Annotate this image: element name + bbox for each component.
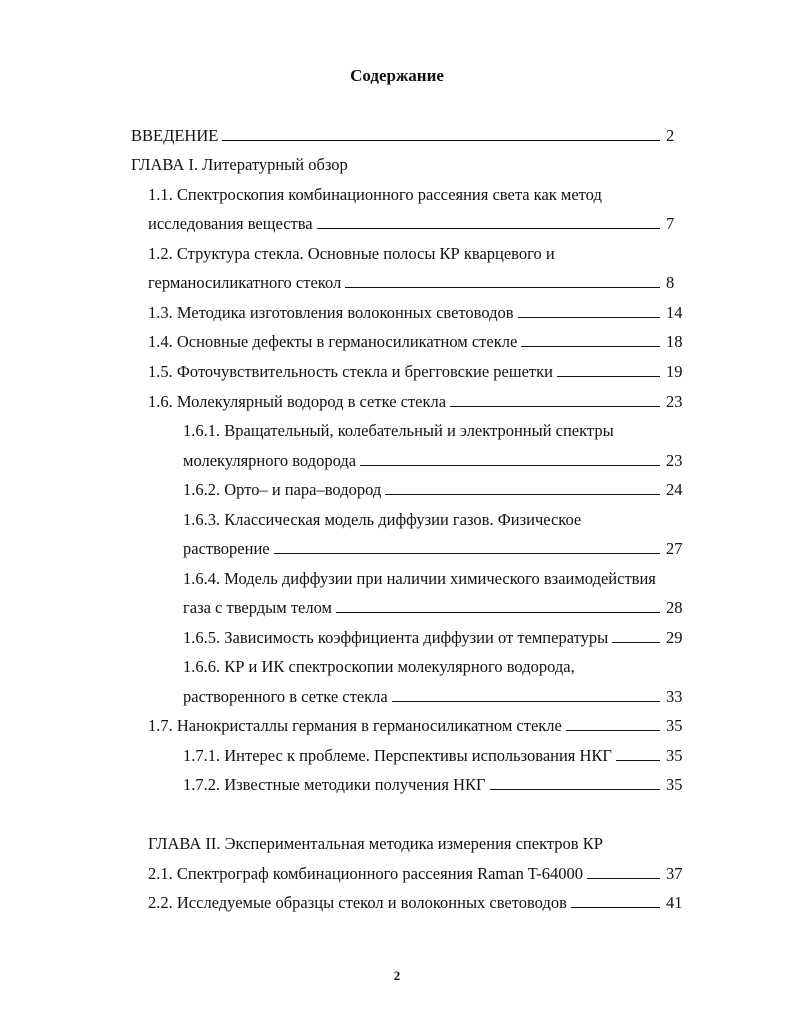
page-number: 2	[393, 968, 401, 983]
dotted-leader	[222, 126, 660, 141]
dotted-leader	[274, 539, 660, 554]
toc-page-number: 35	[666, 746, 683, 765]
toc-chapter-heading	[131, 154, 348, 176]
toc-subentry	[183, 597, 692, 619]
toc-entry-text: растворенного в сетке стекла	[183, 687, 388, 706]
toc-entry-text: ГЛАВА II. Экспериментальная методика измерения спектров КР	[148, 834, 603, 853]
toc-entry	[148, 863, 692, 885]
dotted-leader	[587, 864, 660, 879]
toc-entry-text: растворение	[183, 539, 270, 558]
toc-entry-text: 2.1. Спектрограф комбинационного рассеяния Raman T-64000	[148, 864, 583, 883]
toc-entry-text: ГЛАВА I. Литературный обзор	[131, 155, 348, 174]
toc-subentry	[183, 450, 692, 472]
toc-entry-text: исследования вещества	[148, 214, 313, 233]
toc-page-number: 19	[666, 362, 683, 381]
toc-entry-text: 1.6.6. КР и ИК спектроскопии молекулярного водорода,	[183, 657, 575, 676]
toc-entry-text: 1.4. Основные дефекты в германосиликатном стекле	[148, 332, 518, 351]
dotted-leader	[521, 332, 660, 347]
toc-entry-text: 1.6.2. Орто– и пара–водород	[183, 480, 382, 499]
toc-entry	[148, 892, 692, 914]
toc-page-number: 24	[666, 480, 683, 499]
toc-entry-text: 1.7. Нанокристаллы германия в германосиликатном стекле	[148, 716, 562, 735]
dotted-leader	[336, 598, 660, 613]
toc-entry	[148, 331, 692, 353]
toc-entry	[148, 302, 692, 324]
toc-entry-text: 1.7.1. Интерес к проблеме. Перспективы использования НКГ	[183, 746, 612, 765]
dotted-leader	[345, 273, 660, 288]
toc-entry-text: газа с твердым телом	[183, 598, 332, 617]
toc-subentry	[183, 538, 692, 560]
toc-entry-text: 1.7.2. Известные методики получения НКГ	[183, 775, 486, 794]
toc-subentry	[183, 509, 581, 531]
dotted-leader	[518, 303, 660, 318]
toc-page-number: 23	[666, 451, 683, 470]
page-title: Содержание	[350, 66, 444, 85]
dotted-leader	[450, 392, 660, 407]
toc-entry-text: ВВЕДЕНИЕ	[131, 126, 219, 145]
dotted-leader	[385, 480, 660, 495]
toc-page-number: 35	[666, 716, 683, 735]
dotted-leader	[557, 362, 660, 377]
toc-page-number: 14	[666, 303, 683, 322]
toc-page-number: 18	[666, 332, 683, 351]
toc-subentry	[183, 656, 575, 678]
toc-subentry	[183, 627, 692, 649]
toc-subentry	[183, 745, 692, 767]
toc-entry-introduction	[131, 125, 692, 147]
toc-subentry	[183, 686, 692, 708]
toc-page-number: 33	[666, 687, 683, 706]
dotted-leader	[392, 687, 660, 702]
toc-entry-text: 1.6.5. Зависимость коэффициента диффузии от температуры	[183, 628, 609, 647]
toc-page-number: 8	[666, 273, 675, 292]
toc-entry-text: молекулярного водорода	[183, 451, 357, 470]
toc-entry	[148, 361, 692, 383]
toc-page-number: 37	[666, 864, 683, 883]
dotted-leader	[571, 893, 660, 908]
toc-page-number: 23	[666, 392, 683, 411]
toc-entry-text: 1.3. Методика изготовления волоконных световодов	[148, 303, 514, 322]
toc-entry	[148, 272, 692, 294]
dotted-leader	[566, 716, 660, 731]
toc-page-number: 2	[666, 126, 675, 145]
toc-entry	[148, 243, 555, 265]
toc-page-number: 41	[666, 893, 683, 912]
toc-subentry	[183, 479, 692, 501]
toc-entry	[148, 213, 692, 235]
toc-entry-text: 1.1. Спектроскопия комбинационного рассеяния света как метод	[148, 185, 602, 204]
dotted-leader	[360, 451, 660, 466]
toc-page-number: 35	[666, 775, 683, 794]
toc-page-number: 29	[666, 628, 683, 647]
toc-entry-text: германосиликатного стекол	[148, 273, 342, 292]
toc-entry-text: 1.6. Молекулярный водород в сетке стекла	[148, 392, 447, 411]
dotted-leader	[616, 746, 660, 761]
toc-entry-text: 2.2. Исследуемые образцы стекол и волоконных световодов	[148, 893, 567, 912]
toc-page-number: 7	[666, 214, 675, 233]
dotted-leader	[490, 775, 660, 790]
toc-subentry	[183, 774, 692, 796]
toc-page-number: 27	[666, 539, 683, 558]
toc-entry-text: 1.6.3. Классическая модель диффузии газов. Физическое	[183, 510, 582, 529]
toc-entry	[148, 391, 692, 413]
toc-entry-text: 1.2. Структура стекла. Основные полосы КР кварцевого и	[148, 244, 555, 263]
dotted-leader	[317, 214, 660, 229]
toc-subentry	[183, 568, 656, 590]
toc-page-number: 28	[666, 598, 683, 617]
toc-entry-text: 1.5. Фоточувствительность стекла и брегговские решетки	[148, 362, 553, 381]
toc-entry	[148, 715, 692, 737]
toc-entry-text: 1.6.1. Вращательный, колебательный и электронный спектры	[183, 421, 614, 440]
dotted-leader	[612, 628, 660, 643]
toc-chapter-heading	[148, 833, 603, 855]
toc-entry	[148, 184, 602, 206]
toc-subentry	[183, 420, 614, 442]
toc-entry-text: 1.6.4. Модель диффузии при наличии химического взаимодействия	[183, 569, 656, 588]
